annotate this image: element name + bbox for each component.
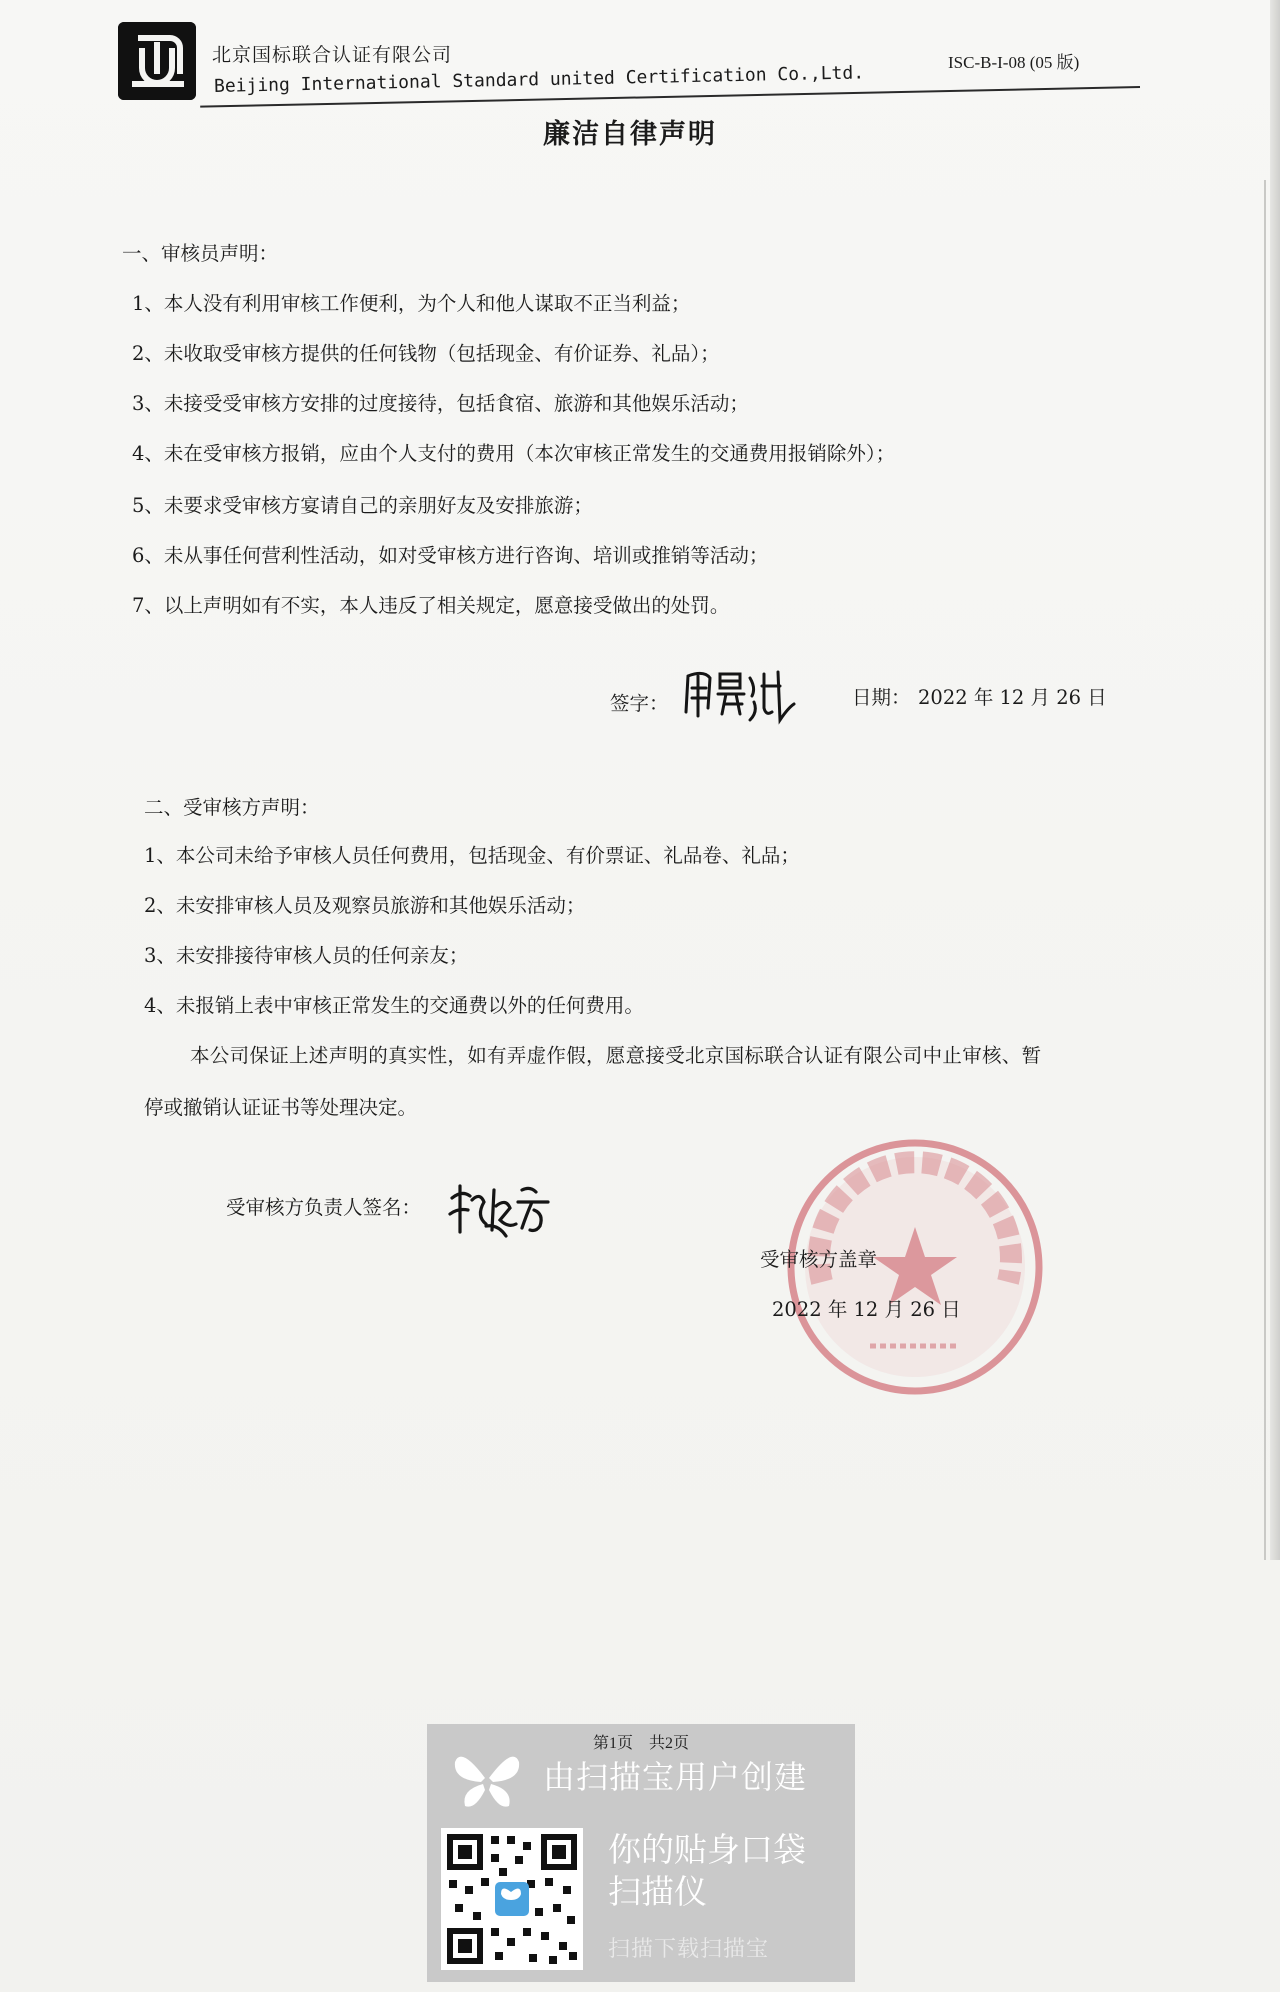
scanner-watermark bbox=[427, 1724, 855, 1982]
auditor-item: 4、未在受审核方报销，应由个人支付的费用（本次审核正常发生的交通费用报销除外）； bbox=[132, 442, 896, 465]
auditee-heading: 二、受审核方声明： bbox=[144, 796, 320, 819]
page-title: 廉洁自律声明 bbox=[543, 119, 717, 150]
qr-code-icon[interactable] bbox=[441, 1828, 583, 1970]
slogan-line-1: 你的贴身口袋 bbox=[608, 1830, 806, 1869]
seal-label: 受审核方盖章 bbox=[760, 1248, 878, 1271]
auditee-item: 1、本公司未给予审核人员任何费用，包括现金、有价票证、礼品卷、礼品； bbox=[144, 844, 800, 867]
auditor-sign-label: 签字： bbox=[610, 692, 669, 715]
auditor-item: 7、以上声明如有不实，本人违反了相关规定，愿意接受做出的处罚。 bbox=[132, 594, 730, 617]
auditee-item: 3、未安排接待审核人员的任何亲友； bbox=[144, 944, 469, 967]
auditee-item: 4、未报销上表中审核正常发生的交通费以外的任何费用。 bbox=[144, 994, 644, 1017]
paper-edge-line bbox=[1264, 180, 1266, 1560]
butterfly-logo-icon bbox=[451, 1748, 523, 1812]
auditor-item: 3、未接受受审核方安排的过度接待，包括食宿、旅游和其他娱乐活动； bbox=[132, 392, 749, 415]
company-logo-icon bbox=[118, 22, 196, 100]
auditor-heading: 一、审核员声明： bbox=[122, 242, 279, 265]
auditor-date: 2022 年 12 月 26 日 bbox=[918, 686, 1107, 709]
auditee-item: 2、未安排审核人员及观察员旅游和其他娱乐活动； bbox=[144, 894, 586, 917]
company-name-cn: 北京国标联合认证有限公司 bbox=[212, 44, 453, 66]
paper-edge bbox=[1270, 0, 1280, 1560]
download-text: 扫描下载扫描宝 bbox=[608, 1937, 770, 1962]
seal-date: 2022 年 12 月 26 日 bbox=[772, 1298, 961, 1321]
auditor-item: 2、未收取受审核方提供的任何钱物（包括现金、有价证券、礼品）； bbox=[132, 342, 720, 365]
rep-sign-label: 受审核方负责人签名： bbox=[226, 1196, 422, 1219]
rep-signature bbox=[446, 1180, 556, 1248]
company-name-en: Beijing International Standard united Certification Co.,Ltd. bbox=[213, 62, 865, 97]
auditor-item: 6、未从事任何营利性活动，如对受审核方进行咨询、培训或推销等活动； bbox=[132, 544, 769, 567]
auditor-item: 1、本人没有利用审核工作便利，为个人和他人谋取不正当利益； bbox=[132, 292, 691, 315]
slogan-line-2: 扫描仪 bbox=[608, 1872, 707, 1911]
auditor-item: 5、未要求受审核方宴请自己的亲朋好友及安排旅游； bbox=[132, 494, 593, 517]
auditor-date-label: 日期： bbox=[852, 686, 911, 709]
guarantee-text-cont: 停或撤销认证证书等处理决定。 bbox=[144, 1096, 418, 1119]
auditor-signature bbox=[684, 668, 804, 728]
document-code: ISC-B-I-08 (05 版) bbox=[948, 53, 1080, 72]
created-by-text: 由扫描宝用户创建 bbox=[543, 1758, 808, 1796]
page-number: 第1页 共2页 bbox=[592, 1735, 689, 1752]
guarantee-text: 本公司保证上述声明的真实性，如有弄虚作假，愿意接受北京国标联合认证有限公司中止审核、暂 bbox=[190, 1044, 1042, 1067]
